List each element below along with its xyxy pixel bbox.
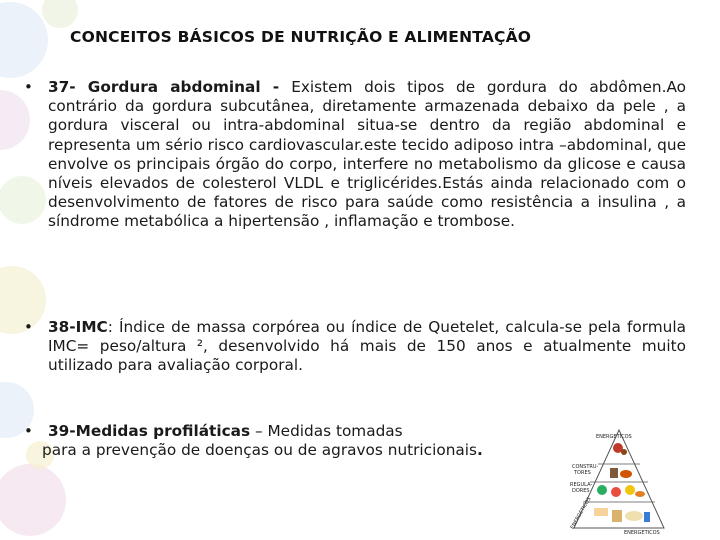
pyramid-label-mid1b: TORES — [574, 470, 591, 476]
pyramid-label-bottom: ENERGETICOS — [624, 530, 660, 536]
item-heading: 37- Gordura abdominal - — [48, 78, 292, 96]
pyramid-label-mid1: CONSTRU- — [572, 464, 599, 470]
item-end: . — [476, 441, 483, 460]
item-heading: 39-Medidas profiláticas — [48, 422, 251, 440]
item-heading: 38-IMC — [48, 318, 108, 336]
food-pyramid-image — [568, 424, 670, 536]
bullet-icon: • — [24, 422, 33, 440]
item-body: Existem dois tipos de gordura do abdômen.Ao contrário da gordura subcutânea, diretamente armazenada debaixo da pele , a gordura visceral ou intra-abdominal situa-se dentro da região abdominal e representa um sério risco cardiovascular.este tecido adiposo intra –abdominal, que envolve os principais órgão do corpo, interfere no metabolismo da glicose e causa níveis elevados de colesterol VLDL e triglicérides.Estás ainda relacionado com o desenvolvimento de fatores de risco para saúde como resistência a insulina , a síndrome metabólica a hipertensão , inflamação e trombose. — [48, 78, 686, 231]
bullet-icon: • — [24, 78, 33, 96]
item-body: – Medidas tomadas — [250, 422, 403, 440]
pyramid-label-side: ENERGETICOS — [569, 496, 593, 531]
list-item — [24, 78, 686, 232]
list-item — [24, 318, 686, 376]
list-item — [24, 422, 528, 460]
pyramid-label-mid2: REGULA- — [570, 482, 593, 488]
item-body: : Índice de massa corpórea ou índice de Quetelet, calcula-se pela formula IMC= peso/altura ², desenvolvido há mais de 150 anos e atualmente muito utilizado para avaliação corporal. — [48, 318, 686, 375]
bullet-icon: • — [24, 318, 33, 336]
pyramid-label-mid2b: DORES — [572, 488, 590, 494]
page-title: CONCEITOS BÁSICOS DE NUTRIÇÃO E ALIMENTAÇÃO — [70, 28, 532, 46]
item-body-continued: para a prevenção de doenças ou de agravos nutricionais — [42, 441, 477, 460]
pyramid-label-top: ENERGETICOS — [596, 434, 632, 440]
